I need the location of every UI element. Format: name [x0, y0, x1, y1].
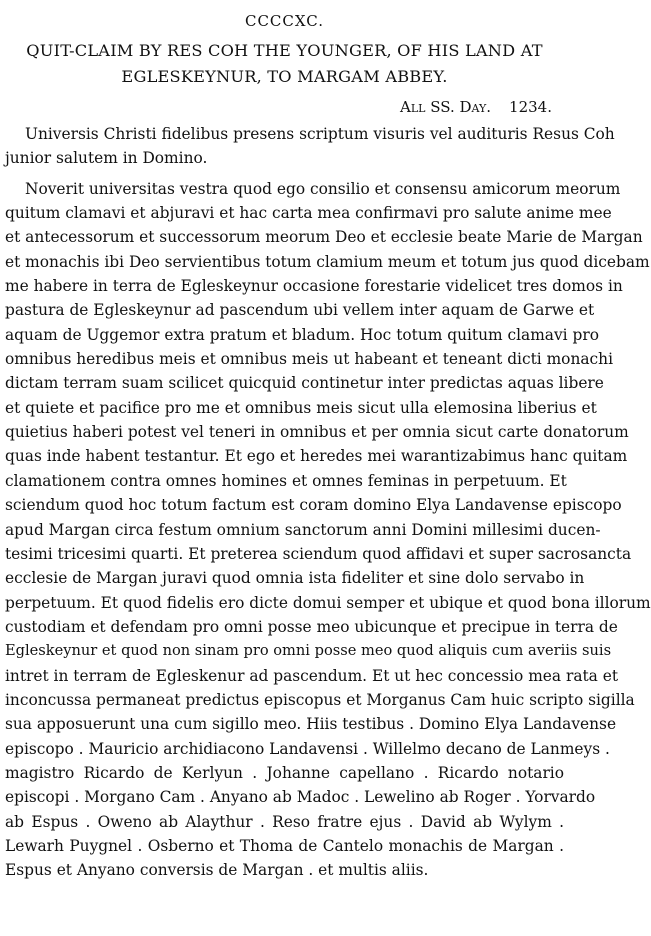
text-line: episcopo . Mauricio archidiacono Landavensi . Willelmo decano de Lanmeys .	[5, 739, 610, 758]
paragraph-address	[5, 122, 615, 171]
text-line: ab Espus . Oweno ab Alaythur . Reso fratre ejus . David ab Wylym .	[5, 812, 564, 831]
charter-title	[5, 38, 564, 90]
text-line: quietius haberi potest vel teneri in omnibus et per omnia sicut carte donatorum	[5, 423, 629, 442]
charter-title-line: QUIT-CLAIM BY RES COH THE YOUNGER, OF HIS LAND AT	[26, 41, 543, 60]
charter-number: CCCCXC.	[244, 12, 325, 30]
charter-date-day: All SS. Day.	[399, 98, 492, 116]
text-line: Universis Christi fidelibus presens scriptum visuris vel audituris Resus Coh	[25, 125, 615, 143]
text-line: perpetuum. Et quod fidelis ero dicte domui semper et ubique et quod bona illorum	[5, 593, 651, 612]
text-line: inconcussa permaneat predictus episcopus et Morganus Cam huic scripto sigilla	[5, 690, 635, 709]
document-page	[0, 10, 651, 936]
text-line: et antecessorum et successorum meorum Deo et ecclesie beate Marie de Margan	[5, 228, 643, 247]
text-line: dictam terram suam scilicet quicquid continetur inter predictas aquas libere	[5, 374, 604, 393]
text-line: Lewarh Puygnel . Osberno et Thoma de Cantelo monachis de Margan .	[5, 836, 564, 855]
charter-title-line: EGLESKEYNUR, TO MARGAM ABBEY.	[121, 67, 448, 86]
text-line: apud Margan circa festum omnium sanctorum anni Domini millesimi ducen-	[5, 520, 601, 539]
text-line: et monachis ibi Deo servientibus totum clamium meum et totum jus quod dicebam	[5, 252, 650, 271]
text-line: intret in terram de Egleskenur ad pascendum. Et ut hec concessio mea rata et	[5, 666, 619, 685]
charter-date	[5, 96, 564, 118]
text-line: et quiete et pacifice pro me et omnibus meis sicut ulla elemosina liberius et	[5, 398, 597, 417]
paragraph-body	[5, 177, 651, 883]
text-line: sua apposuerunt una cum sigillo meo. Hiis testibus . Domino Elya Landavense	[5, 715, 617, 734]
text-line: quas inde habent testantur. Et ego et heredes mei warantizabimus hanc quitam	[5, 447, 628, 466]
text-line: Noverit universitas vestra quod ego consilio et consensu amicorum meorum	[25, 179, 621, 198]
text-line: Espus et Anyano conversis de Margan . et multis aliis.	[5, 861, 429, 880]
charter-text	[5, 122, 651, 883]
text-line: omnibus heredibus meis et omnibus meis ut habeant et teneant dicti monachi	[5, 350, 613, 369]
text-line: ecclesie de Margan juravi quod omnia ista fideliter et sine dolo servabo in	[5, 569, 585, 588]
text-line: junior salutem in Domino.	[5, 149, 208, 168]
text-line: custodiam et defendam pro omni posse meo ubicunque et precipue in terra de	[5, 617, 618, 636]
text-line: tesimi tricesimi quarti. Et preterea sciendum quod affidavi et super sacrosancta	[5, 544, 632, 563]
text-line: aquam de Uggemor extra pratum et bladum. Hoc totum quitum clamavi pro	[5, 325, 599, 344]
text-line: clamationem contra omnes homines et omnes feminas in perpetuum. Et	[5, 471, 567, 490]
text-line: Egleskeynur et quod non sinam pro omni posse meo quod aliquis cum averiis suis	[5, 642, 612, 660]
text-line: episcopi . Morgano Cam . Anyano ab Madoc . Lewelino ab Roger . Yorvardo	[5, 788, 596, 807]
text-line: me habere in terra de Egleskeynur occasione forestarie videlicet tres domos in	[5, 277, 623, 296]
text-line: quitum clamavi et abjuravi et hac carta mea confirmavi pro salute anime mee	[5, 204, 612, 223]
charter-date-year: 1234.	[509, 98, 552, 116]
text-line: sciendum quod hoc totum factum est coram domino Elya Landavense episcopo	[5, 496, 622, 515]
text-line: magistro Ricardo de Kerlyun . Johanne capellano . Ricardo notario	[5, 763, 564, 782]
text-line: pastura de Egleskeynur ad pascendum ubi vellem inter aquam de Garwe et	[5, 301, 595, 320]
